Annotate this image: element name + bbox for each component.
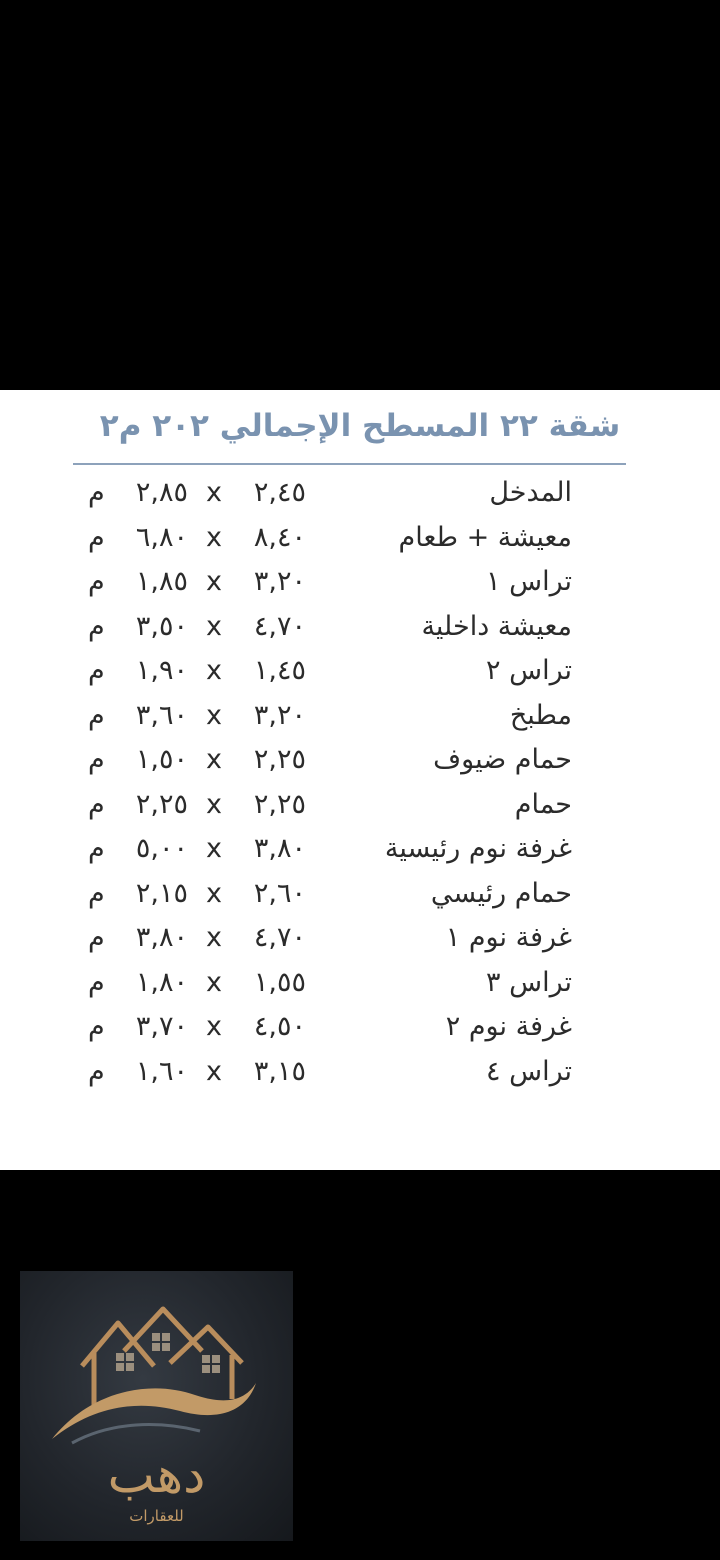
logo-brand-text: دهب — [107, 1446, 206, 1504]
room-width: ٢,٢٥ — [253, 788, 306, 820]
room-length: ٣,٨٠ — [135, 922, 188, 953]
room-name: تراس ٣ — [486, 966, 572, 998]
apartment-spec-sheet — [0, 390, 720, 1170]
room-length: ١,٥٠ — [135, 744, 188, 775]
unit-label: م — [88, 566, 105, 597]
room-length: ٢,٨٥ — [135, 477, 188, 508]
room-length: ٢,١٥ — [135, 877, 188, 909]
sheet-title: شقة ٢٢ المسطح الإجمالي ٢٠٢ م٢ — [99, 408, 621, 444]
room-row — [0, 917, 720, 962]
room-name: تراس ٢ — [486, 655, 572, 686]
unit-label: م — [88, 833, 105, 864]
room-length: ٣,٦٠ — [135, 699, 188, 731]
room-name: حمام ضيوف — [433, 744, 572, 775]
room-row — [0, 650, 720, 695]
room-row — [0, 873, 720, 918]
room-width: ١,٥٥ — [253, 966, 306, 998]
unit-label: م — [88, 966, 105, 998]
room-row — [0, 962, 720, 1007]
times-sign: x — [206, 833, 222, 864]
times-sign: x — [206, 1011, 222, 1042]
room-name: حمام رئيسي — [430, 877, 572, 909]
room-name: حمام — [514, 788, 572, 820]
unit-label: م — [88, 610, 105, 642]
room-width: ٤,٧٠ — [253, 922, 306, 953]
room-row — [0, 739, 720, 784]
room-width: ٤,٧٠ — [253, 610, 306, 642]
room-name: مطبخ — [509, 699, 572, 731]
times-sign: x — [206, 655, 222, 686]
room-name: تراس ١ — [486, 566, 572, 597]
room-row — [0, 472, 720, 517]
unit-label: م — [88, 1055, 105, 1087]
company-logo — [20, 1271, 293, 1541]
room-name: غرفة نوم ١ — [445, 922, 572, 953]
room-row — [0, 561, 720, 606]
room-name: المدخل — [489, 477, 572, 508]
unit-label: م — [88, 788, 105, 820]
room-length: ١,٨٥ — [135, 566, 188, 597]
room-row — [0, 1051, 720, 1096]
room-width: ٢,٤٥ — [253, 477, 306, 508]
top-black-area — [0, 0, 720, 390]
room-row — [0, 1006, 720, 1051]
room-name: تراس ٤ — [486, 1055, 572, 1087]
logo-subtitle: للعقارات — [129, 1507, 184, 1525]
room-row — [0, 606, 720, 651]
room-width: ٣,١٥ — [253, 1055, 306, 1087]
room-length: ٣,٥٠ — [135, 610, 188, 642]
room-name: غرفة نوم ٢ — [445, 1011, 572, 1042]
room-length: ١,٦٠ — [135, 1055, 188, 1087]
times-sign: x — [206, 566, 222, 597]
unit-label: م — [88, 699, 105, 731]
room-name: غرفة نوم رئيسية — [384, 833, 572, 864]
room-row — [0, 695, 720, 740]
room-width: ٨,٤٠ — [253, 521, 306, 553]
unit-label: م — [88, 1011, 105, 1042]
times-sign: x — [206, 877, 222, 909]
unit-label: م — [88, 877, 105, 909]
room-row — [0, 784, 720, 829]
unit-label: م — [88, 521, 105, 553]
room-length: ٥,٠٠ — [135, 833, 188, 864]
room-width: ٣,٢٠ — [253, 566, 306, 597]
room-length: ٢,٢٥ — [135, 788, 188, 820]
times-sign: x — [206, 477, 222, 508]
room-width: ٢,٢٥ — [253, 744, 306, 775]
room-row — [0, 517, 720, 562]
room-length: ٣,٧٠ — [135, 1011, 188, 1042]
unit-label: م — [88, 655, 105, 686]
times-sign: x — [206, 744, 222, 775]
room-width: ٣,٢٠ — [253, 699, 306, 731]
room-row — [0, 828, 720, 873]
room-length: ١,٩٠ — [135, 655, 188, 686]
room-length: ٦,٨٠ — [135, 521, 188, 553]
room-width: ٣,٨٠ — [253, 833, 306, 864]
unit-label: م — [88, 477, 105, 508]
times-sign: x — [206, 610, 222, 642]
room-width: ٤,٥٠ — [253, 1011, 306, 1042]
room-width: ٢,٦٠ — [253, 877, 306, 909]
times-sign: x — [206, 699, 222, 731]
room-name: معيشة داخلية — [421, 610, 572, 642]
times-sign: x — [206, 1055, 222, 1087]
room-list — [0, 472, 720, 1095]
unit-label: م — [88, 922, 105, 953]
times-sign: x — [206, 966, 222, 998]
room-length: ١,٨٠ — [135, 966, 188, 998]
room-width: ١,٤٥ — [253, 655, 306, 686]
unit-label: م — [88, 744, 105, 775]
title-divider — [73, 463, 626, 465]
times-sign: x — [206, 922, 222, 953]
times-sign: x — [206, 788, 222, 820]
times-sign: x — [206, 521, 222, 553]
room-name: معيشة + طعام — [398, 521, 572, 553]
